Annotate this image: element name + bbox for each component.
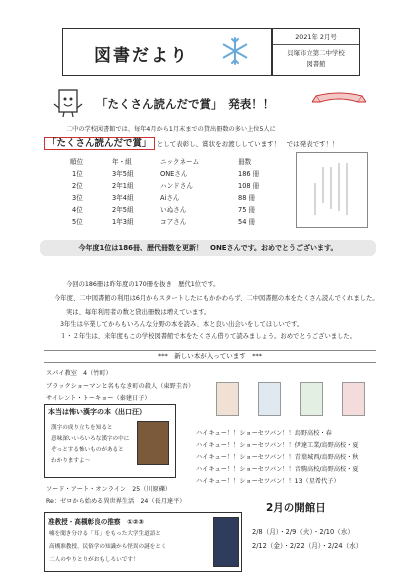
newsletter-title: 図書だより	[94, 46, 189, 66]
book-title: ハイキュー！！ショーセツバン！！青葉城西/烏野高校・秋	[196, 454, 359, 461]
count: 108 冊	[238, 182, 260, 190]
count: 186 冊	[238, 170, 260, 178]
nickname: ONEさん	[160, 170, 188, 178]
book-title: ハイキュー！！ショーセツバン！！音駒高校/烏野高校・夏	[196, 466, 359, 473]
class: 1年3組	[112, 218, 134, 226]
book-title: サイレント・トーキョー（秦建日子）	[46, 395, 151, 402]
featured-book-box	[44, 512, 242, 572]
featured-book-box	[44, 404, 176, 478]
rank: 4位	[72, 206, 83, 214]
open-days-line: 2/8（月）・2/9（火）・2/10（水）	[252, 528, 354, 536]
book-cover-image	[342, 382, 365, 416]
issue-date: 2021年 2月号	[295, 33, 337, 41]
congrats-banner: 今年度1位は186冊、歴代冊数を更新！ ONEさんです。おめでとうございます。	[40, 240, 376, 256]
award-callout-text: として表彰し、賞状をお渡ししています！ では発表です！！	[156, 140, 339, 148]
class: 3年5組	[112, 170, 134, 178]
certificate-image	[297, 153, 367, 227]
featured-book-text: 二人のやりとりがおもしろいです！	[49, 557, 139, 563]
table-row	[70, 192, 292, 204]
featured-book-title: 准教授・高槻彰良の推察 ①②③	[48, 518, 144, 526]
book-character-icon	[52, 84, 84, 118]
award-title: 「たくさん読んだで賞」 発表！！	[96, 97, 275, 111]
col-count: 冊数	[238, 158, 252, 166]
book-title: スパイ教室 4（竹町）	[46, 370, 112, 377]
nickname: ハンドさん	[160, 182, 193, 190]
award-intro: 二中の学校図書館では、毎年4月から1月末までの貸出冊数の多い上位5人に	[66, 126, 276, 133]
certificate-thumbnail	[296, 152, 368, 228]
count: 54 冊	[238, 218, 256, 226]
col-rank: 順位	[70, 158, 84, 166]
book-title: ハイキュー！！ショーセツバン！！伊達工業/烏野高校・夏	[196, 442, 359, 449]
featured-book-text: 高槻准教授。民俗学の知識から怪異の謎をとく	[49, 544, 167, 550]
book-cover-image	[258, 382, 281, 416]
ribbon-icon	[312, 88, 366, 112]
class: 2年1組	[112, 182, 134, 190]
count: 75 冊	[238, 206, 256, 214]
col-class: 年・組	[112, 158, 132, 166]
book-title: Re：ゼロから始める異世界生活 24（長月達平）	[46, 498, 186, 505]
paragraph-line: 3年生は卒業してからもいろんな分野の本を読み、本と良い出会いをしてほしいです。	[60, 321, 304, 328]
class: 3年4組	[112, 194, 134, 202]
paragraph-line: 今回の186冊は昨年度の170冊を抜き 歴代1位です。	[66, 281, 220, 288]
featured-book-text: わかりますよ～	[51, 458, 91, 464]
table-row	[70, 204, 292, 216]
featured-book-text: 漢字の成り立ちを知ると	[51, 425, 113, 431]
book-title: ブラックショーマンと名もなき町の殺人（東野圭吾）	[46, 383, 195, 390]
nickname: Aiさん	[160, 194, 180, 202]
book-title: ソード・アート・オンライン 25（川原礫）	[46, 486, 172, 493]
count: 88 冊	[238, 194, 256, 202]
open-days-title: 2月の開館日	[266, 502, 326, 514]
col-nickname: ニックネーム	[160, 158, 200, 166]
table-row	[70, 216, 292, 228]
book-cover-image	[213, 517, 239, 567]
open-days-line: 2/12（金）・2/22（月）・2/24（水）	[252, 542, 363, 550]
featured-book-text: 嘘を聞き分ける「耳」をもった大学生道語と	[49, 531, 161, 537]
book-title: ハイキュー！！ショーセツバン！！烏野高校・春	[196, 430, 332, 437]
paragraph-line: １・２年生は、来年度もこの学校図書館で本をたくさん借りて読みましょう。おめでとうございました。	[60, 333, 356, 340]
school-name: 貝塚市立第二中学校	[287, 49, 345, 57]
book-cover-image	[216, 382, 239, 416]
table-row	[70, 180, 292, 192]
book-cover-image	[300, 382, 323, 416]
featured-book-text: ぞっとする怖いものがあると	[51, 447, 124, 453]
paragraph-line: 今年度、二中図書館の利用は6月からスタートしたにもかかわらず、二中図書館の本をたくさん読んでくれました。	[54, 295, 379, 302]
department: 図書館	[306, 60, 326, 68]
nickname: コアさん	[160, 218, 187, 226]
rank: 2位	[72, 182, 83, 190]
class: 2年5組	[112, 206, 134, 214]
award-name: 「たくさん読んだで賞」	[44, 137, 155, 150]
table-row	[70, 168, 292, 180]
rank: 1位	[72, 170, 83, 178]
ranking-table-header	[70, 156, 292, 168]
nickname: いぬさん	[160, 206, 187, 214]
featured-book-title: 本当は怖い漢字の本（出口汪）	[48, 408, 146, 416]
snowflake-icon	[220, 36, 250, 66]
featured-book-text: 意味深いいろいろな漢字の中に	[51, 436, 130, 442]
rank: 5位	[72, 218, 83, 226]
award-callout	[44, 135, 339, 149]
paragraph-line: 実は、毎年利用者の数と貸出冊数は増えています。	[66, 309, 211, 316]
rank: 3位	[72, 194, 83, 202]
book-title: ハイキュー！！ショーセツバン！！13（星希代子）	[196, 478, 340, 485]
book-cover-image	[137, 421, 169, 465]
divider	[273, 44, 359, 45]
issue-info-box	[272, 28, 360, 76]
new-books-banner: *** 新しい本が入っています ***	[44, 350, 376, 363]
